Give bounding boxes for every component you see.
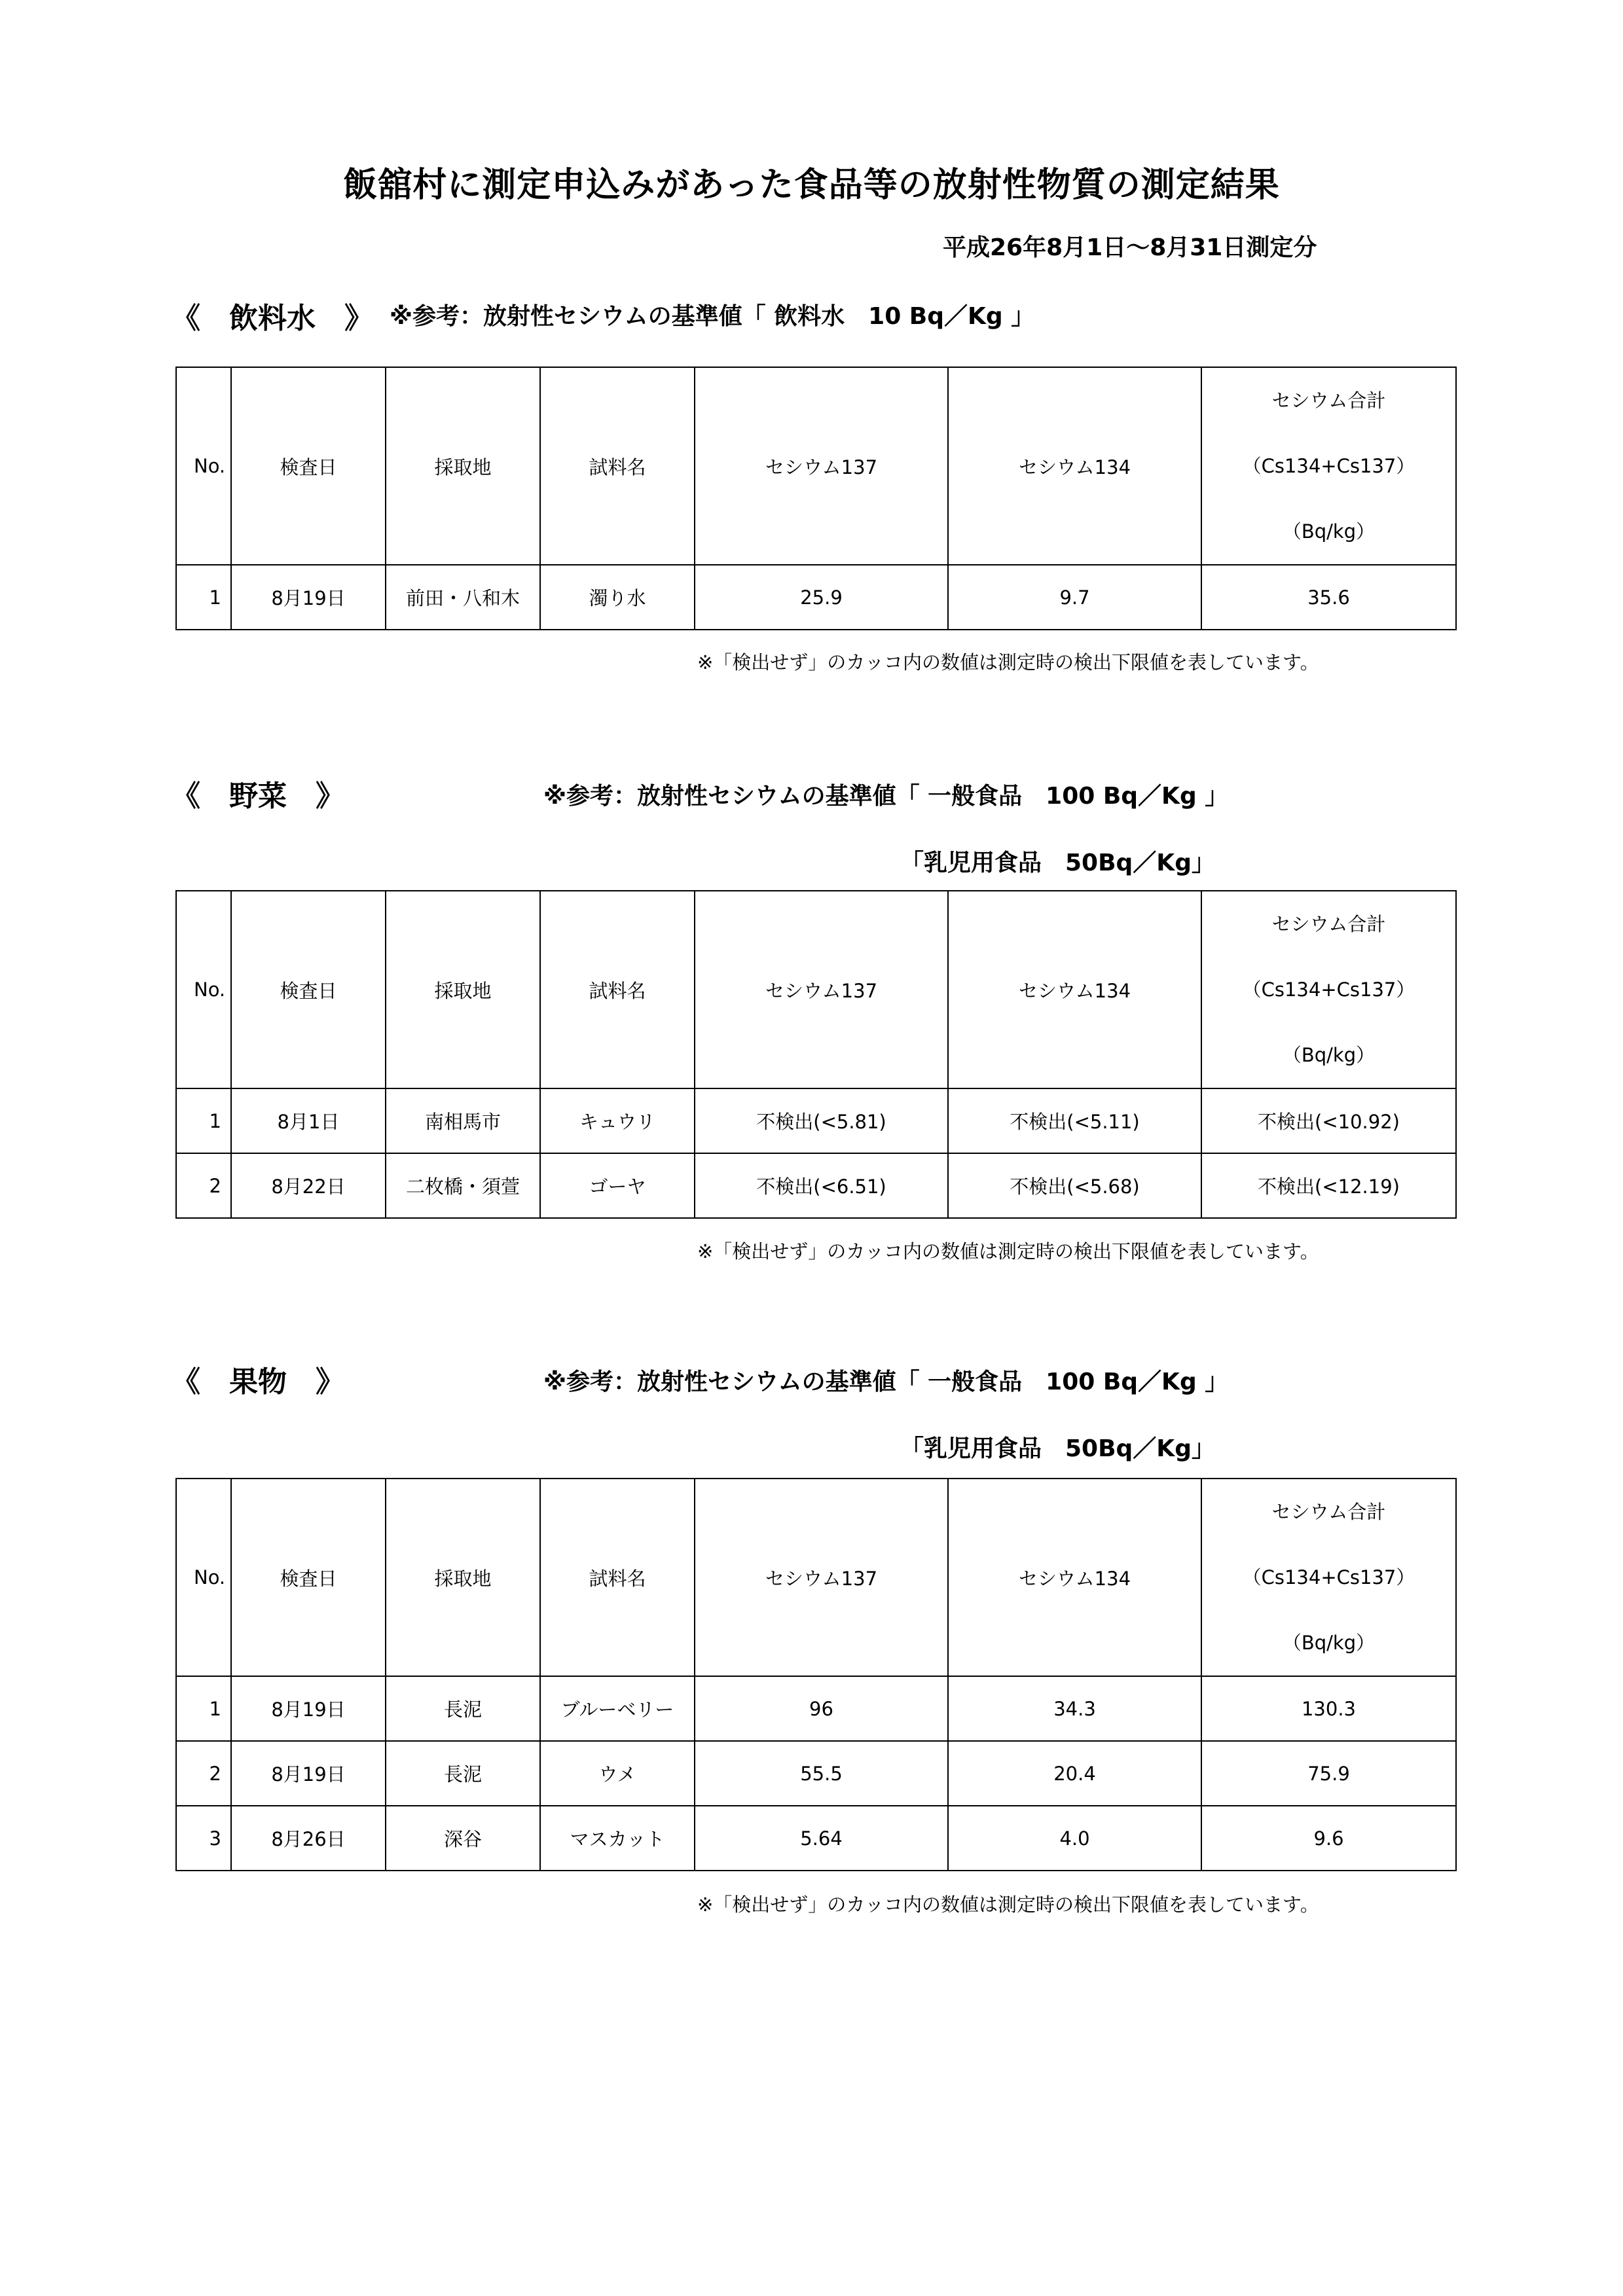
header-place: 採取地	[386, 891, 540, 1088]
section-reference-infant-fruit: 「乳児用食品 50Bq／Kg」	[900, 1435, 1215, 1462]
header-cs134: セシウム134	[948, 367, 1201, 565]
cell-no: 1	[176, 1676, 231, 1741]
header-no: No.	[176, 367, 231, 565]
cell-cs137: 不検出(<5.81)	[695, 1088, 948, 1153]
cell-date: 8月1日	[231, 1088, 386, 1153]
header-no: No.	[176, 1479, 231, 1676]
cell-cs137: 25.9	[695, 565, 948, 630]
footnote-drinking-water: ※「検出せず」のカッコ内の数値は測定時の検出下限値を表しています。	[697, 651, 1319, 673]
section-heading-fruit: 《 果物 》	[172, 1365, 344, 1399]
table-row	[176, 1806, 1456, 1871]
header-total-line2: （Cs134+Cs137）	[1242, 1566, 1415, 1588]
table-row	[176, 1741, 1456, 1806]
cell-sample: 濁り水	[540, 565, 695, 630]
table-row	[176, 1153, 1456, 1218]
cell-total: 130.3	[1201, 1676, 1456, 1741]
header-date: 検査日	[231, 1479, 386, 1676]
header-no: No.	[176, 891, 231, 1088]
header-total-line1: セシウム合計	[1271, 913, 1386, 935]
header-total-line3: （Bq/kg）	[1282, 1632, 1376, 1654]
header-place: 採取地	[386, 1479, 540, 1676]
cell-total: 75.9	[1201, 1741, 1456, 1806]
cell-place: 南相馬市	[386, 1088, 540, 1153]
cell-sample: ブルーベリー	[540, 1676, 695, 1741]
section-reference-infant-vegetables: 「乳児用食品 50Bq／Kg」	[900, 850, 1215, 876]
header-cs134: セシウム134	[948, 1479, 1201, 1676]
cell-date: 8月19日	[231, 1741, 386, 1806]
page-title: 飯舘村に測定申込みがあった食品等の放射性物質の測定結果	[343, 166, 1280, 205]
cell-sample: マスカット	[540, 1806, 695, 1871]
cell-no: 1	[176, 565, 231, 630]
header-total-line1: セシウム合計	[1271, 389, 1386, 412]
drinking-water-table	[175, 367, 1457, 630]
cell-total: 不検出(<12.19)	[1201, 1153, 1456, 1218]
header-cs134: セシウム134	[948, 891, 1201, 1088]
footnote-vegetables: ※「検出せず」のカッコ内の数値は測定時の検出下限値を表しています。	[697, 1240, 1319, 1263]
cell-place: 長泥	[386, 1676, 540, 1741]
header-sample: 試料名	[540, 1479, 695, 1676]
header-total	[1201, 891, 1456, 1088]
header-total-line1: セシウム合計	[1271, 1501, 1386, 1523]
cell-no: 3	[176, 1806, 231, 1871]
cell-cs137: 55.5	[695, 1741, 948, 1806]
table-row	[176, 565, 1456, 630]
cell-total: 不検出(<10.92)	[1201, 1088, 1456, 1153]
header-sample: 試料名	[540, 891, 695, 1088]
header-total-line2: （Cs134+Cs137）	[1242, 978, 1415, 1001]
header-total-line2: （Cs134+Cs137）	[1242, 455, 1415, 477]
cell-sample: ウメ	[540, 1741, 695, 1806]
cell-cs137: 不検出(<6.51)	[695, 1153, 948, 1218]
cell-place: 前田・八和木	[386, 565, 540, 630]
cell-date: 8月19日	[231, 565, 386, 630]
cell-cs134: 9.7	[948, 565, 1201, 630]
table-row	[176, 1676, 1456, 1741]
cell-cs134: 不検出(<5.11)	[948, 1088, 1201, 1153]
cell-date: 8月19日	[231, 1676, 386, 1741]
cell-date: 8月26日	[231, 1806, 386, 1871]
cell-sample: キュウリ	[540, 1088, 695, 1153]
header-total-line3: （Bq/kg）	[1282, 1044, 1376, 1066]
table-header-row	[176, 891, 1456, 1088]
cell-total: 9.6	[1201, 1806, 1456, 1871]
cell-place: 長泥	[386, 1741, 540, 1806]
cell-cs137: 96	[695, 1676, 948, 1741]
cell-cs134: 4.0	[948, 1806, 1201, 1871]
vegetables-table	[175, 890, 1457, 1219]
header-cs137: セシウム137	[695, 1479, 948, 1676]
cell-sample: ゴーヤ	[540, 1153, 695, 1218]
cell-no: 1	[176, 1088, 231, 1153]
table-header-row	[176, 367, 1456, 565]
header-cs137: セシウム137	[695, 891, 948, 1088]
section-reference-fruit: ※参考：放射性セシウムの基準値「 一般食品 100 Bq／Kg 」	[543, 1369, 1229, 1395]
header-total-line3: （Bq/kg）	[1282, 520, 1376, 543]
fruit-table	[175, 1478, 1457, 1871]
header-place: 採取地	[386, 367, 540, 565]
cell-place: 二枚橋・須萱	[386, 1153, 540, 1218]
cell-no: 2	[176, 1153, 231, 1218]
cell-no: 2	[176, 1741, 231, 1806]
cell-cs134: 20.4	[948, 1741, 1201, 1806]
table-row	[176, 1088, 1456, 1153]
cell-cs134: 不検出(<5.68)	[948, 1153, 1201, 1218]
header-total	[1201, 367, 1456, 565]
header-total	[1201, 1479, 1456, 1676]
header-sample: 試料名	[540, 367, 695, 565]
section-reference-drinking-water: ※参考：放射性セシウムの基準値「 飲料水 10 Bq／Kg 」	[390, 303, 1035, 330]
section-reference-vegetables: ※参考：放射性セシウムの基準値「 一般食品 100 Bq／Kg 」	[543, 783, 1229, 810]
section-heading-vegetables: 《 野菜 》	[172, 780, 344, 813]
cell-cs134: 34.3	[948, 1676, 1201, 1741]
cell-place: 深谷	[386, 1806, 540, 1871]
header-date: 検査日	[231, 367, 386, 565]
cell-total: 35.6	[1201, 565, 1456, 630]
header-cs137: セシウム137	[695, 367, 948, 565]
footnote-fruit: ※「検出せず」のカッコ内の数値は測定時の検出下限値を表しています。	[697, 1893, 1319, 1916]
table-header-row	[176, 1479, 1456, 1676]
measurement-period: 平成26年8月1日～8月31日測定分	[943, 234, 1317, 261]
section-heading-drinking-water: 《 飲料水 》	[172, 302, 373, 335]
cell-date: 8月22日	[231, 1153, 386, 1218]
cell-cs137: 5.64	[695, 1806, 948, 1871]
header-date: 検査日	[231, 891, 386, 1088]
